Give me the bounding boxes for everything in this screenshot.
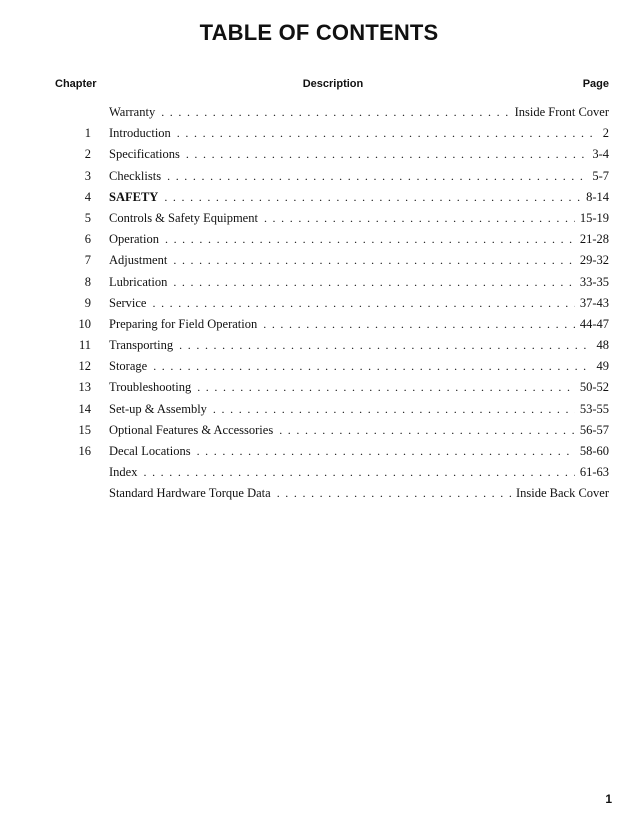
toc-entry-line [109,210,609,226]
toc-entry-line [109,358,609,374]
page-reference: 53-55 [579,401,609,416]
toc-entry [0,379,638,400]
toc-entry [0,295,638,316]
chapter-number: 16 [78,444,91,458]
toc-list [0,104,638,507]
chapter-title: Storage [109,359,148,374]
toc-entry-line [109,337,609,353]
page-reference: 56-57 [579,422,609,437]
chapter-number: 2 [84,147,91,162]
toc-entry-line [109,252,609,268]
dot-leader [165,231,575,247]
chapter-number: 5 [84,210,91,225]
toc-entry-line [109,104,609,120]
chapter-number: 9 [84,295,91,310]
chapter-number: 8 [84,274,91,289]
chapter-column-header: Chapter [55,78,97,90]
chapter-number: 11 [78,338,91,353]
chapter-title: Optional Features & Accessories [109,422,274,437]
toc-entry-line [109,146,609,162]
page-reference: 61-63 [579,465,609,480]
dot-leader [152,295,574,311]
chapter-title: SAFETY [109,189,159,204]
toc-entry [0,274,638,295]
description-column-header: Description [302,78,364,90]
page-reference: 48 [596,338,609,353]
toc-entry-line [109,168,609,184]
dot-leader [197,443,575,459]
dot-leader [177,125,598,141]
dot-leader [263,316,575,332]
chapter-title: Adjustment [109,253,168,268]
toc-entry [0,443,638,464]
toc-entry [0,231,638,252]
toc-entry-line [109,274,609,290]
chapter-title: Controls & Safety Equipment [109,210,258,225]
page-reference: 44-47 [579,316,609,331]
column-headers [0,78,638,92]
chapter-title: Lubrication [109,274,168,289]
chapter-title: Specifications [109,147,180,162]
toc-entry-line [109,485,609,501]
dot-leader [164,189,581,205]
page-reference: 5-7 [592,168,609,183]
toc-entry [0,189,638,210]
toc-entry [0,422,638,443]
page-reference: 8-14 [586,189,609,204]
chapter-title: Standard Hardware Torque Data [109,486,271,501]
toc-entry-line [109,125,609,141]
page-reference: 3-4 [592,147,609,162]
dot-leader [161,104,509,120]
page-reference: Inside Front Cover [514,105,609,119]
page-reference: 37-43 [579,295,609,310]
chapter-title: Operation [109,232,159,247]
toc-entry-line [109,295,609,311]
toc-entry-line [109,189,609,205]
toc-entry-line [109,316,609,332]
page-reference: 21-28 [579,232,609,247]
toc-entry [0,485,638,506]
dot-leader [167,168,587,184]
chapter-number: 1 [84,126,91,141]
chapter-title: Transporting [109,338,174,353]
toc-entry [0,358,638,379]
dot-leader [186,146,588,162]
chapter-number: 15 [78,422,91,437]
page-reference: 29-32 [579,253,609,268]
chapter-title: Set-up & Assembly [109,401,207,416]
chapter-title: Warranty [109,105,156,119]
toc-entry [0,464,638,485]
toc-entry [0,316,638,337]
toc-entry-line [109,422,609,438]
chapter-title: Preparing for Field Operation [109,316,258,331]
chapter-number: 10 [78,316,91,331]
page-column-header: Page [582,78,609,90]
chapter-number: 14 [78,401,91,416]
toc-entry-line [109,231,609,247]
page-reference: 49 [596,359,609,374]
chapter-number: 4 [84,189,91,204]
page-reference: 50-52 [579,380,609,395]
page-reference: 33-35 [579,274,609,289]
toc-entry [0,401,638,422]
dot-leader [277,485,511,501]
chapter-number: 12 [78,359,91,374]
page-reference: 58-60 [579,444,609,458]
chapter-number: 3 [84,168,91,183]
page-number: 1 [605,792,612,806]
chapter-title: Introduction [109,126,171,141]
toc-entry [0,146,638,167]
page-title: TABLE OF CONTENTS [199,20,439,45]
toc-entry-line [109,464,609,480]
toc-entry-line [109,443,609,459]
dot-leader [197,379,575,395]
chapter-title: Checklists [109,168,162,183]
dot-leader [173,252,574,268]
chapter-title: Decal Locations [109,444,191,458]
chapter-title: Troubleshooting [109,380,192,395]
toc-entry [0,252,638,273]
toc-entry [0,168,638,189]
chapter-title: Service [109,295,147,310]
page-reference: 15-19 [579,210,609,225]
toc-entry-line [109,401,609,417]
toc-entry [0,337,638,358]
dot-leader [143,464,574,480]
toc-entry [0,210,638,231]
dot-leader [179,337,591,353]
dot-leader [173,274,575,290]
dot-leader [153,358,591,374]
chapter-number: 13 [78,380,91,395]
toc-entry [0,104,638,125]
page-reference: 2 [602,126,609,141]
dot-leader [213,401,575,417]
toc-entry [0,125,638,146]
toc-entry-line [109,379,609,395]
chapter-title: Index [109,465,138,480]
chapter-number: 6 [84,232,91,247]
page-reference: Inside Back Cover [515,486,609,501]
chapter-number: 7 [84,253,91,268]
dot-leader [264,210,575,226]
dot-leader [279,422,575,438]
